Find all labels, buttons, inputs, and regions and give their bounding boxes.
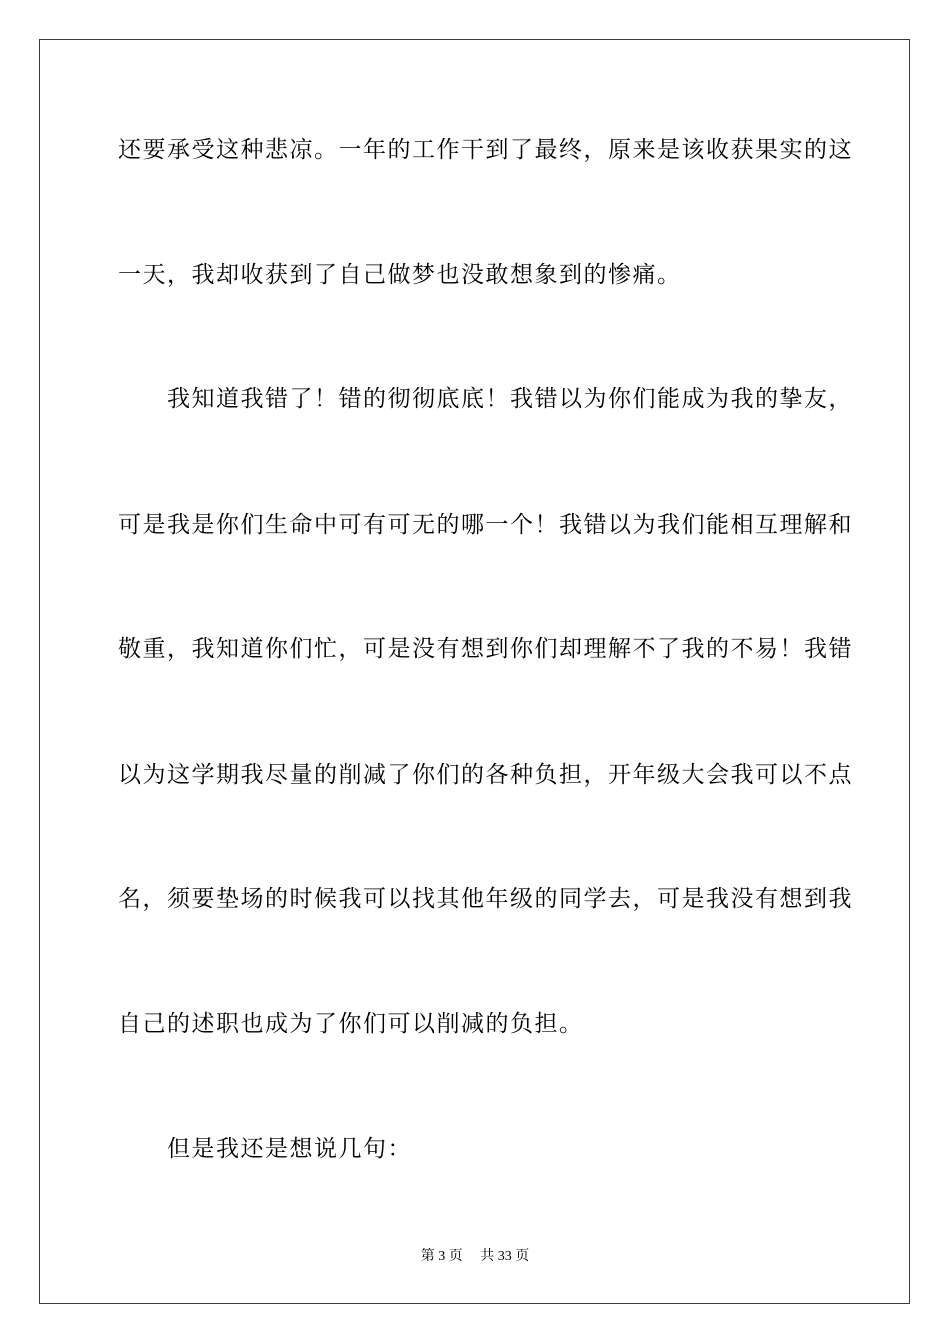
text-line-8: 自己的述职也成为了你们可以削减的负担。	[118, 1011, 584, 1037]
text-line-6: 以为这学期我尽量的削减了你们的各种负担，开年级大会我可以不点	[118, 762, 853, 788]
page-border	[39, 39, 910, 1304]
text-line-1: 还要承受这种悲凉。一年的工作干到了最终，原来是该收获果实的这	[118, 137, 853, 163]
text-line-5: 敬重，我知道你们忙，可是没有想到你们却理解不了我的不易！我错	[118, 636, 853, 662]
text-line-2: 一天，我却收获到了自己做梦也没敢想象到的惨痛。	[118, 262, 682, 288]
text-line-7: 名，须要垫场的时候我可以找其他年级的同学去，可是我没有想到我	[118, 886, 853, 912]
page-number-footer: 第 3 页 共 33 页	[420, 1249, 530, 1264]
text-line-9: 但是我还是想说几句：	[118, 1136, 412, 1162]
text-line-4: 可是我是你们生命中可有可无的哪一个！我错以为我们能相互理解和	[118, 512, 853, 538]
text-line-3: 我知道我错了！错的彻彻底底！我错以为你们能成为我的挚友，	[118, 386, 853, 412]
